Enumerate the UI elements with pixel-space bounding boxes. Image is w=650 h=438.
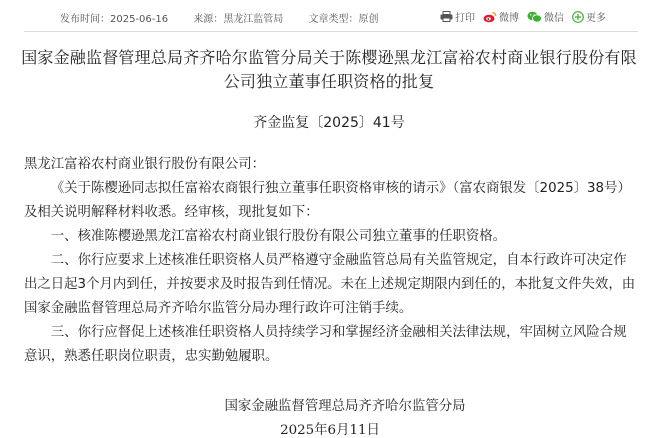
signature-org: 国家金融监督管理总局齐齐哈尔监管分局 <box>224 399 466 414</box>
share-bar <box>432 9 606 24</box>
more-label: 更多 <box>586 13 606 24</box>
meta-bar <box>0 0 650 32</box>
document-body <box>24 153 638 369</box>
wechat-icon <box>527 11 542 23</box>
publish-time: 发布时间：2025-06-16 <box>60 14 169 25</box>
more-share-button[interactable] <box>572 9 606 24</box>
print-button[interactable] <box>440 9 475 24</box>
weibo-icon <box>483 11 497 23</box>
wechat-share-button[interactable] <box>527 9 564 24</box>
document-title: 国家金融监督管理总局齐齐哈尔监管分局关于陈樱逊黑龙江富裕农村商业银行股份有限公司独立董事任职资格的批复 <box>21 48 637 91</box>
signature-date: 2025年6月11日 <box>280 423 380 438</box>
body-paragraph: 二、你行应要求上述核准任职资格人员严格遵守金融监管总局有关监管规定，自本行政许可决定作出之日起3个月内到任，并按要求及时报告到任情况。未在上述规定期限内到任的，本批复文件失效，由国家金融监督管理总局齐齐哈尔监管分局办理行政许可注销手续。 <box>24 253 636 316</box>
header-divider <box>24 31 638 32</box>
article-meta <box>60 10 401 25</box>
article-type: 文章类型：原创 <box>308 14 379 25</box>
document-number: 齐金监复〔2025〕41号 <box>253 115 405 131</box>
print-label: 打印 <box>455 13 475 24</box>
printer-icon <box>440 11 453 22</box>
weibo-label: 微博 <box>499 13 519 24</box>
source: 来源：黑龙江监管局 <box>193 14 284 25</box>
plus-circle-icon <box>572 11 584 23</box>
addressee: 黑龙江富裕农村商业银行股份有限公司： <box>24 157 266 172</box>
weibo-share-button[interactable] <box>483 9 519 24</box>
body-paragraph: 《关于陈樱逊同志拟任富裕农商银行独立董事任职资格审核的请示》（富农商银发〔2025〕38号）及相关说明解释材料收悉。经审核，现批复如下： <box>24 181 631 220</box>
body-paragraph: 一、核准陈樱逊黑龙江富裕农村商业银行股份有限公司独立董事的任职资格。 <box>50 229 507 244</box>
wechat-label: 微信 <box>544 13 564 24</box>
body-paragraph: 三、你行应督促上述核准任职资格人员持续学习和掌握经济金融相关法律法规，牢固树立风险合规意识，熟悉任职岗位职责，忠实勤勉履职。 <box>24 325 627 364</box>
